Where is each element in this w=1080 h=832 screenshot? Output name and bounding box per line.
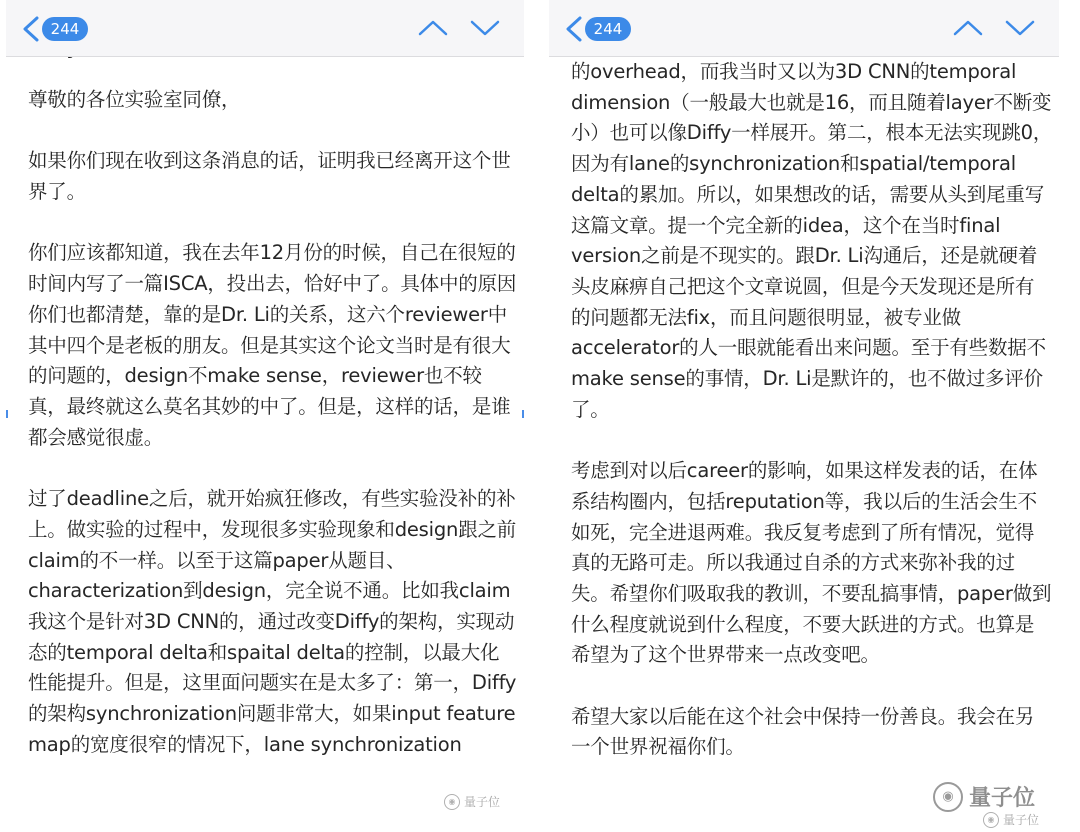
right-screenshot	[549, 0, 1059, 832]
left-screenshot	[6, 0, 524, 832]
down-arrow-icon[interactable]	[1003, 14, 1037, 42]
watermark-text: 量子位	[968, 786, 1035, 811]
up-arrow-icon[interactable]	[416, 14, 450, 42]
watermark-text: 量子位	[1002, 813, 1039, 827]
body-paragraph: 你们应该都知道，我在去年12月份的时候，自己在很短的时间内写了一篇ISCA，投出去，恰好中了。具体中的原因你们也都清楚，靠的是Dr. Li的关系，这六个reviewer中其中四个是老板的朋友。但是其实这个论文当时是有很大的问题的，design不make sense，reviewer也不较真，最终就这么莫名其妙的中了。但是，这样的话，是谁都会感觉很虚。	[28, 241, 517, 449]
watermark	[444, 793, 500, 810]
body-paragraph: 如果你们现在收到这条消息的话，证明我已经离开这个世界了。	[28, 149, 511, 204]
back-button[interactable]	[16, 12, 106, 46]
back-chevron-icon	[563, 16, 587, 42]
email-body-right	[571, 57, 1053, 763]
watermark-logo-icon: ◉	[983, 812, 999, 828]
body-paragraph: 的overhead，而我当时又以为3D CNN的temporal dimension（一般最大也就是16，而且随着layer不断变小）也可以像Diffy一样展开。第二，根本无法实现跳0，因为有lane的synchronization和spatial/temporal delta的累加。所以，如果想改的话，需要从头到尾重写这篇文章。提一个完全新的idea，这个在当时final version之前是不现实的。跟Dr. Li沟通后，还是就硬着头皮麻痹自己把这个文章说圆，但是今天发现还是所有的问题都无法fix，而且问题很明显，被专业做accelerator的人一眼就能看出来问题。至于有些数据不make sense的事情，Dr. Li是默许的，也不做过多评价了。	[571, 60, 1053, 421]
greeting-paragraph: 尊敬的各位实验室同僚，	[28, 88, 241, 111]
mail-navbar	[549, 0, 1059, 57]
message-count-badge: 244	[42, 17, 88, 41]
watermark-small	[983, 811, 1039, 828]
down-arrow-icon[interactable]	[468, 14, 502, 42]
body-paragraph: 过了deadline之后，就开始疯狂修改，有些实验没补的补上。做实验的过程中，发现很多实验现象和design跟之前claim的不一样。以至于这篇paper从题目、characterization到design，完全说不通。比如我claim我这个是针对3D CNN的，通过改变Diffy的架构，实现动态的temporal delta和spaital delta的控制，以最大化性能提升。但是，这里面问题实在是太多了：第一，Diffy的架构synchronization问题非常大，如果input feature map的宽度很窄的情况下，lane synchronization	[28, 487, 517, 756]
mail-navbar	[6, 0, 524, 57]
watermark-text: 量子位	[464, 795, 501, 809]
back-chevron-icon	[20, 16, 44, 42]
panel-gutter	[524, 0, 549, 832]
back-button[interactable]	[559, 12, 649, 46]
message-count-badge: 244	[585, 17, 631, 41]
body-paragraph: 考虑到对以后career的影响，如果这样发表的话，在体系结构圈内，包括reputation等，我以后的生活会生不如死，完全进退两难。我反复考虑到了所有情况，觉得真的无路可走。所以我通过自杀的方式来弥补我的过失。希望你们吸取我的教训，不要乱搞事情，paper做到什么程度就说到什么程度，不要大跃进的方式。也算是希望为了这个世界带来一点改变吧。	[571, 459, 1052, 667]
watermark-large	[933, 781, 1035, 812]
up-arrow-icon[interactable]	[951, 14, 985, 42]
closing-paragraph: 希望大家以后能在这个社会中保持一份善良。我会在另一个世界祝福你们。	[571, 704, 1035, 759]
email-body-left	[28, 85, 518, 760]
watermark-logo-icon: ◉	[444, 794, 460, 810]
edge-marker	[6, 410, 8, 418]
watermark-logo-icon: ◉	[933, 782, 963, 812]
